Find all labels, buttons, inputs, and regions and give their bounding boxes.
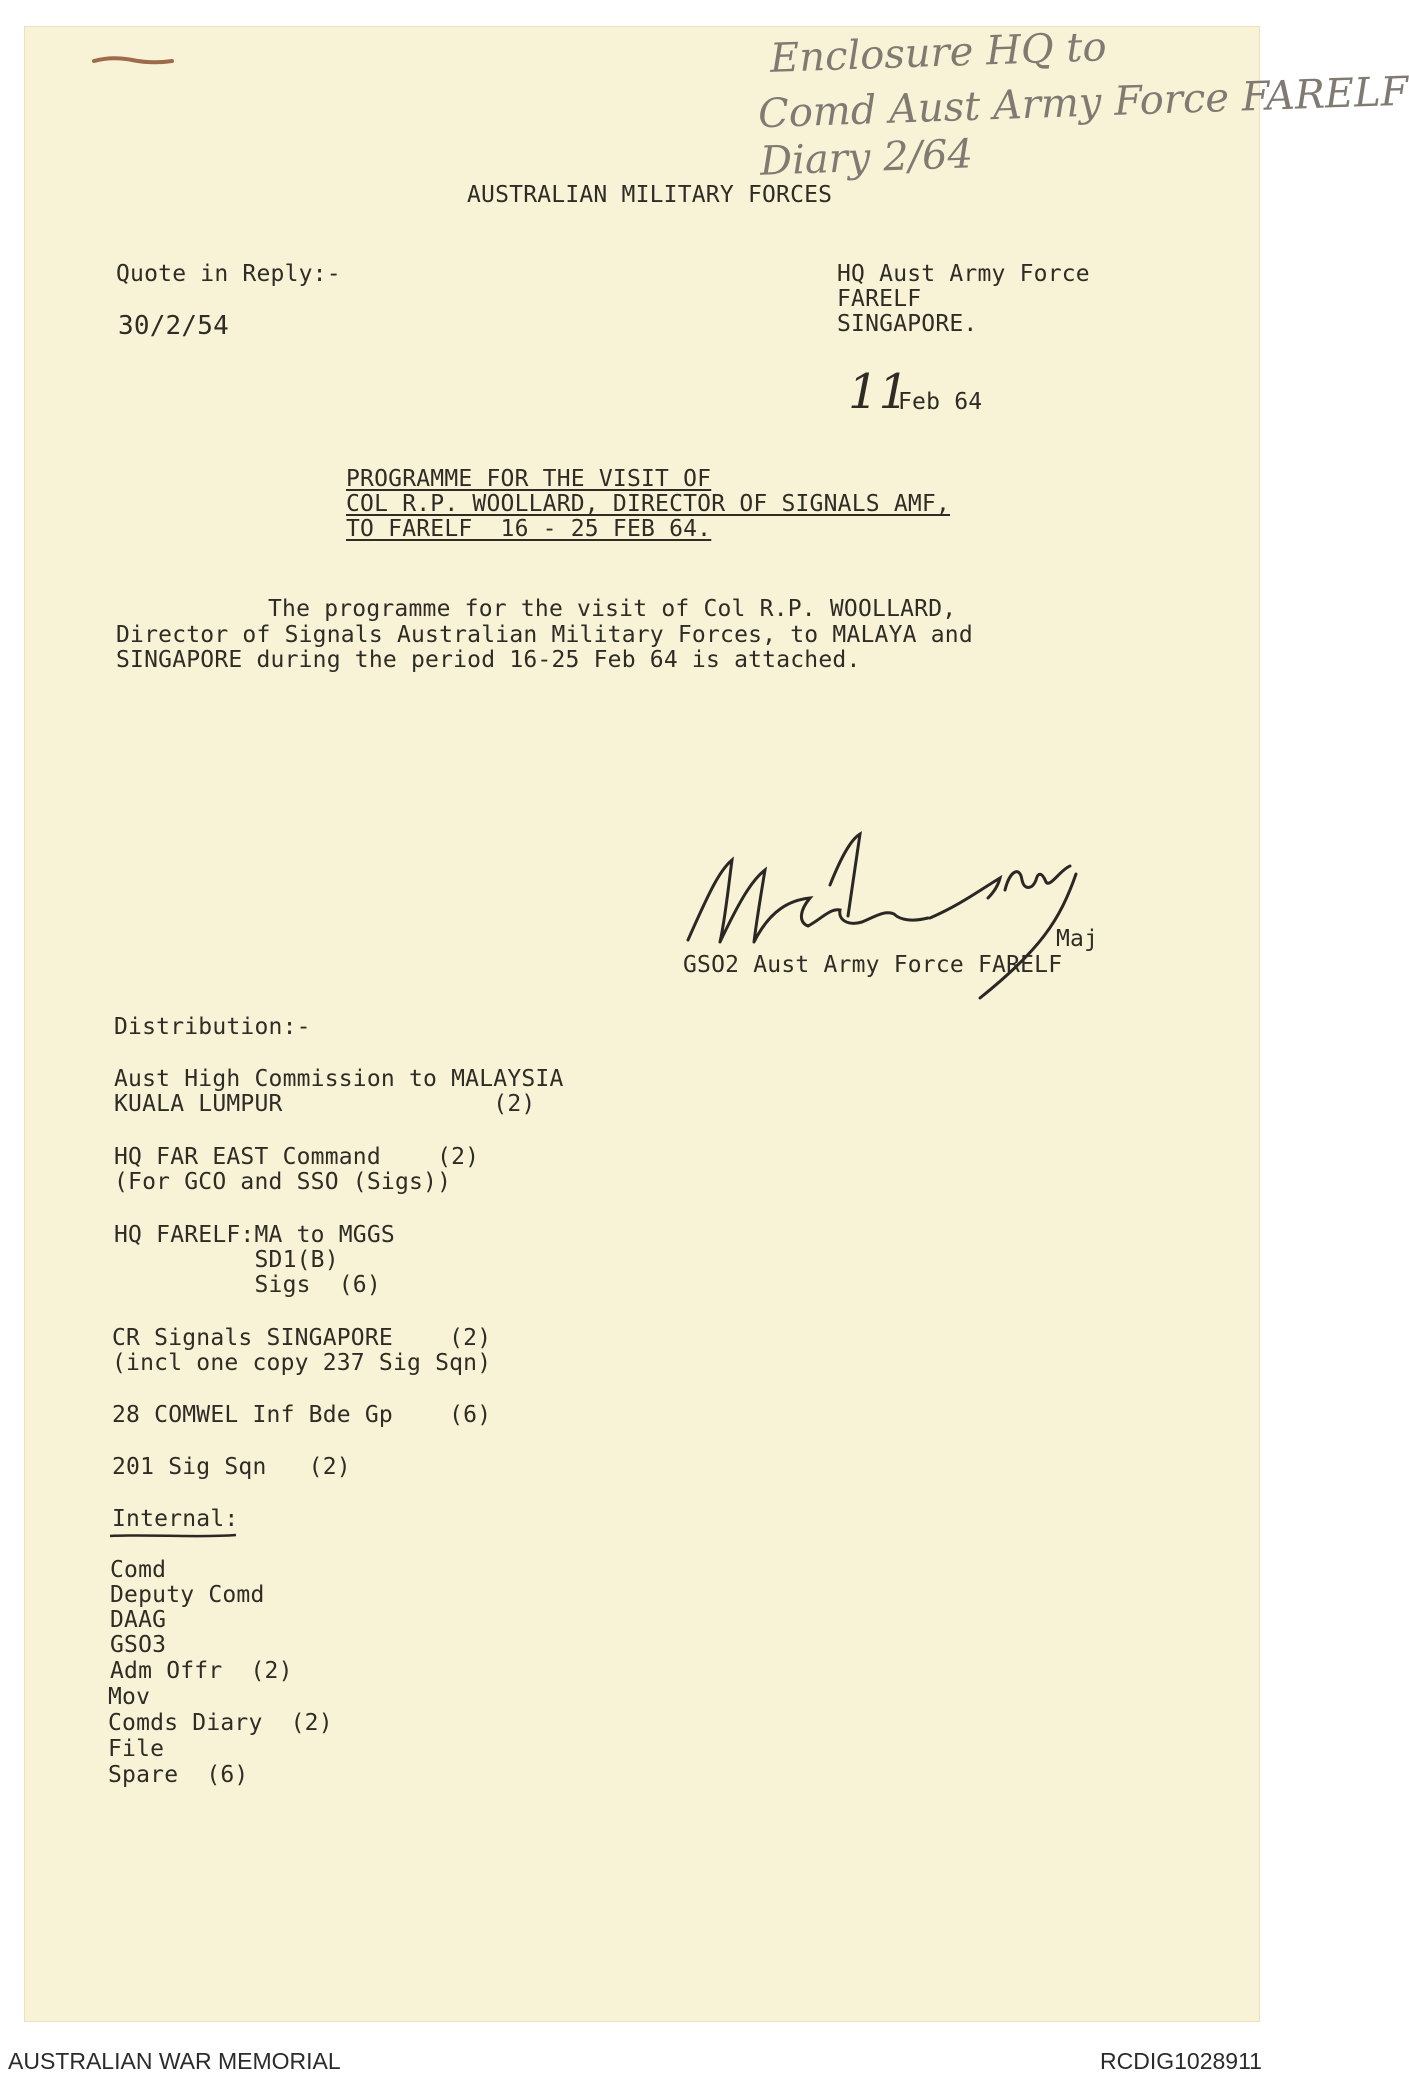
quote-label: Quote in Reply:-: [116, 261, 341, 287]
internal-line: Comds Diary (2): [108, 1710, 333, 1736]
document-heading: AUSTRALIAN MILITARY FORCES: [467, 182, 833, 208]
distribution-line: Aust High Commission to MALAYSIA: [114, 1066, 564, 1092]
date-day-handwritten: 11: [848, 364, 910, 420]
internal-line: Deputy Comd: [110, 1582, 265, 1608]
address-line-2: FARELF: [837, 286, 922, 312]
subject-line-3: TO FARELF 16 - 25 FEB 64.: [346, 516, 712, 542]
distribution-line: 201 Sig Sqn (2): [112, 1454, 351, 1480]
internal-line: Comd: [110, 1557, 167, 1583]
pencil-annotation-line-1: Enclosure HQ to: [769, 24, 1108, 82]
internal-line: Adm Offr (2): [110, 1658, 293, 1684]
internal-line: DAAG: [110, 1607, 167, 1633]
signatory-rank: Maj: [1056, 926, 1099, 952]
distribution-line: KUALA LUMPUR (2): [114, 1091, 536, 1117]
address-line-1: HQ Aust Army Force: [837, 261, 1090, 287]
body-line-2: Director of Signals Australian Military Forces, to MALAYA and: [116, 622, 973, 648]
footer-identifier: RCDIG1028911: [1100, 2048, 1262, 2074]
distribution-line: SD1(B): [114, 1247, 339, 1273]
internal-line: GSO3: [110, 1632, 167, 1658]
internal-heading: Internal:: [112, 1506, 239, 1532]
rust-stain: [92, 55, 182, 67]
distribution-heading: Distribution:-: [114, 1014, 311, 1040]
distribution-line: HQ FARELF:MA to MGGS: [114, 1222, 395, 1248]
distribution-line: CR Signals SINGAPORE (2): [112, 1325, 492, 1351]
footer-source: AUSTRALIAN WAR MEMORIAL: [8, 2048, 341, 2074]
pencil-annotation-line-3: Diary 2/64: [759, 131, 974, 185]
distribution-line: (incl one copy 237 Sig Sqn): [112, 1350, 492, 1376]
address-line-3: SINGAPORE.: [837, 311, 978, 337]
signatory-appointment: GSO2 Aust Army Force FARELF: [683, 952, 1063, 978]
subject-line-2: COL R.P. WOOLLARD, DIRECTOR OF SIGNALS AMF,: [346, 491, 951, 517]
body-line-3: SINGAPORE during the period 16-25 Feb 64 is attached.: [116, 647, 861, 673]
internal-line: Spare (6): [108, 1762, 249, 1788]
distribution-line: (For GCO and SSO (Sigs)): [114, 1169, 452, 1195]
internal-line: Mov: [108, 1684, 151, 1710]
body-line-1: The programme for the visit of Col R.P. WOOLLARD,: [268, 596, 957, 622]
subject-line-1: PROGRAMME FOR THE VISIT OF: [346, 466, 712, 492]
distribution-line: HQ FAR EAST Command (2): [114, 1144, 480, 1170]
internal-underline: [108, 1533, 238, 1539]
pencil-annotation-line-2: Comd Aust Army Force FARELF: [757, 68, 1409, 138]
distribution-line: Sigs (6): [114, 1272, 381, 1298]
distribution-line: 28 COMWEL Inf Bde Gp (6): [112, 1402, 492, 1428]
reference-number: 30/2/54: [118, 311, 229, 341]
date-month-year: Feb 64: [898, 389, 983, 415]
internal-line: File: [108, 1736, 165, 1762]
